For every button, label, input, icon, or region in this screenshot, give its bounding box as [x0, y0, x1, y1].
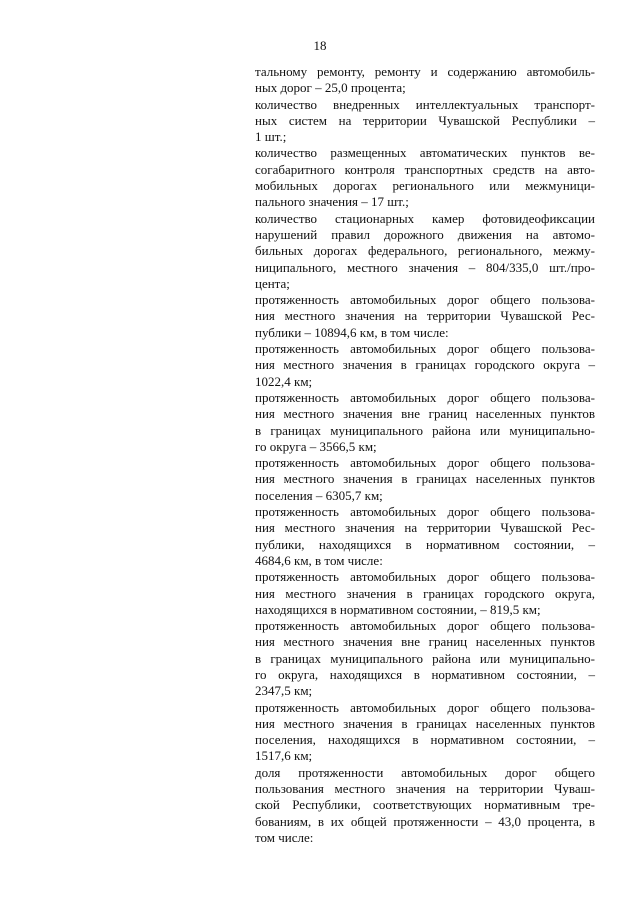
text-line: цента;	[255, 275, 290, 291]
text-line: в границах муниципального района или муниципально-	[255, 650, 595, 666]
text-line: протяженность автомобильных дорог общего пользова-	[255, 569, 595, 585]
text-line: ния местного значения вне границ населенных пунктов	[255, 634, 595, 650]
text-line: тальному ремонту, ремонту и содержанию автомобиль-	[255, 64, 595, 79]
text-line: ния местного значения на территории Чувашской Рес-	[255, 308, 595, 324]
page-number: 18	[313, 38, 327, 53]
text-line: протяженность автомобильных дорог общего пользова-	[255, 389, 595, 405]
text-line: пального значения – 17 шт.;	[255, 194, 409, 210]
text-line: находящихся в нормативном состоянии, – 819,5 км;	[255, 601, 541, 617]
text-line: согабаритного контроля транспортных средств на авто-	[255, 161, 595, 177]
text-line: количество внедренных интеллектуальных транспорт-	[255, 96, 595, 112]
text-line: ния местного значения на территории Чувашской Рес-	[255, 520, 595, 536]
text-line: бованиям, в их общей протяженности – 43,0 процента, в	[255, 813, 595, 829]
text-line: протяженность автомобильных дорог общего пользова-	[255, 504, 595, 520]
text-line: количество размещенных автоматических пунктов ве-	[255, 145, 595, 161]
text-line: пользования местного значения на территории Чуваш-	[255, 781, 595, 797]
text-line: ния местного значения в границах населенных пунктов	[255, 471, 595, 487]
text-line: ниципального, местного значения – 804/335,0 шт./про-	[255, 259, 595, 275]
text-line: ных дорог – 25,0 процента;	[255, 80, 406, 96]
text-line: ния местного значения в границах городского округа –	[255, 357, 595, 373]
document-body	[255, 64, 595, 846]
text-line: том числе:	[255, 829, 314, 845]
text-line: 1022,4 км;	[255, 373, 313, 389]
text-line: протяженность автомобильных дорог общего пользова-	[255, 292, 595, 308]
text-line: бильных дорогах федерального, регионального, межму-	[255, 243, 595, 259]
text-line: протяженность автомобильных дорог общего пользова-	[255, 341, 595, 357]
text-line: 4684,6 км, в том числе:	[255, 552, 383, 568]
text-line: ных систем на территории Чувашской Республики –	[255, 112, 595, 128]
text-line: ской Республики, соответствующих нормативным тре-	[255, 797, 595, 813]
text-line: публики, находящихся в нормативном состоянии, –	[255, 536, 595, 552]
text-line: 1517,6 км;	[255, 748, 313, 764]
text-line: доля протяженности автомобильных дорог общего	[255, 764, 595, 780]
text-line: протяженность автомобильных дорог общего пользова-	[255, 455, 595, 471]
text-line: в границах муниципального района или муниципально-	[255, 422, 595, 438]
text-line: 2347,5 км;	[255, 683, 313, 699]
text-line: ния местного значения в границах населенных пунктов	[255, 715, 595, 731]
text-line: поселения – 6305,7 км;	[255, 487, 383, 503]
text-line: 1 шт.;	[255, 129, 287, 145]
text-line: поселения, находящихся в нормативном состоянии, –	[255, 732, 595, 748]
text-line: го округа, находящихся в нормативном состоянии, –	[255, 666, 595, 682]
text-line: протяженность автомобильных дорог общего пользова-	[255, 699, 595, 715]
text-line: нарушений правил дорожного движения на автомо-	[255, 226, 595, 242]
text-line: количество стационарных камер фотовидеофиксации	[255, 210, 595, 226]
text-line: ния местного значения в границах городского округа,	[255, 585, 595, 601]
text-line: протяженность автомобильных дорог общего пользова-	[255, 618, 595, 634]
text-line: ния местного значения вне границ населенных пунктов	[255, 406, 595, 422]
text-line: публики – 10894,6 км, в том числе:	[255, 324, 449, 340]
text-line: го округа – 3566,5 км;	[255, 438, 377, 454]
text-line: мобильных дорогах регионального или межмуници-	[255, 178, 595, 194]
